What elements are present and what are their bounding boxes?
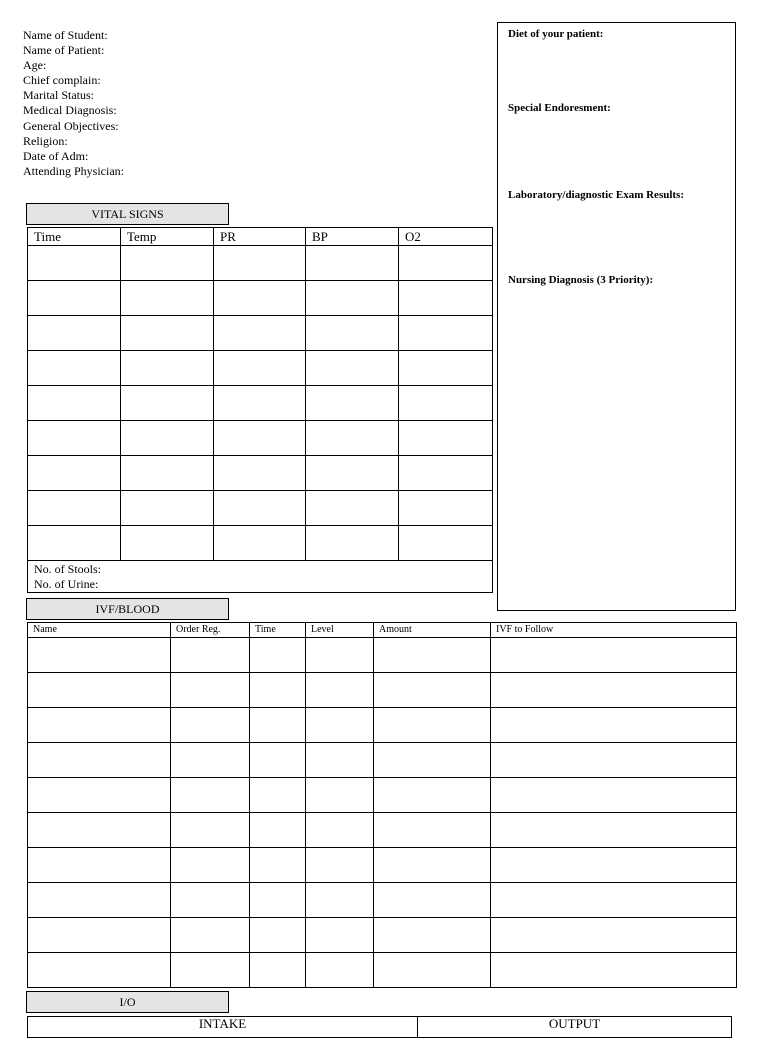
table-cell[interactable]	[399, 491, 493, 526]
table-cell[interactable]	[250, 813, 306, 848]
table-cell[interactable]	[171, 813, 250, 848]
table-cell[interactable]	[214, 456, 306, 491]
column-header: Temp	[121, 228, 214, 246]
table-cell[interactable]	[121, 421, 214, 456]
table-cell[interactable]	[28, 456, 121, 491]
table-cell[interactable]	[491, 638, 737, 673]
table-cell[interactable]	[121, 246, 214, 281]
table-row	[28, 351, 493, 386]
table-cell[interactable]	[171, 883, 250, 918]
table-cell[interactable]	[306, 526, 399, 561]
table-cell[interactable]	[306, 316, 399, 351]
table-cell[interactable]	[250, 848, 306, 883]
table-cell[interactable]	[374, 743, 491, 778]
patient-info-fields	[23, 28, 124, 179]
table-cell[interactable]	[374, 848, 491, 883]
table-cell[interactable]	[399, 526, 493, 561]
table-row	[28, 673, 737, 708]
vital-signs-table	[27, 227, 493, 593]
table-cell[interactable]	[491, 848, 737, 883]
table-cell[interactable]	[374, 813, 491, 848]
column-header: BP	[306, 228, 399, 246]
table-row	[28, 708, 737, 743]
table-cell[interactable]	[121, 526, 214, 561]
table-cell[interactable]	[121, 386, 214, 421]
table-cell[interactable]	[121, 316, 214, 351]
table-row	[28, 778, 737, 813]
table-row	[28, 953, 737, 988]
marital-status-label: Marital Status:	[23, 88, 94, 103]
table-cell[interactable]	[28, 918, 171, 953]
table-cell[interactable]	[250, 638, 306, 673]
column-header: Time	[250, 623, 306, 638]
table-cell[interactable]	[399, 281, 493, 316]
table-cell[interactable]	[306, 638, 374, 673]
table-cell[interactable]	[28, 848, 171, 883]
admission-date-label: Date of Adm:	[23, 148, 89, 163]
table-cell[interactable]	[171, 638, 250, 673]
table-cell[interactable]	[250, 743, 306, 778]
table-row	[28, 491, 493, 526]
table-cell[interactable]	[491, 673, 737, 708]
column-header: Name	[28, 623, 171, 638]
column-header: PR	[214, 228, 306, 246]
medical-diagnosis-label: Medical Diagnosis:	[23, 103, 117, 118]
table-cell[interactable]	[28, 246, 121, 281]
table-cell[interactable]	[306, 708, 374, 743]
table-cell[interactable]	[399, 456, 493, 491]
general-objectives-label: General Objectives:	[23, 118, 119, 133]
table-cell[interactable]	[214, 246, 306, 281]
table-cell[interactable]	[28, 491, 121, 526]
table-cell[interactable]	[399, 246, 493, 281]
table-cell[interactable]	[28, 743, 171, 778]
table-cell[interactable]	[214, 281, 306, 316]
table-cell[interactable]	[374, 883, 491, 918]
vital-signs-header: VITAL SIGNS	[26, 203, 229, 225]
table-cell[interactable]	[399, 351, 493, 386]
table-cell[interactable]	[306, 743, 374, 778]
table-cell[interactable]	[121, 351, 214, 386]
column-header: Time	[28, 228, 121, 246]
table-cell[interactable]	[250, 778, 306, 813]
table-cell[interactable]	[214, 491, 306, 526]
table-row	[28, 456, 493, 491]
column-header: O2	[399, 228, 493, 246]
table-cell[interactable]	[28, 421, 121, 456]
column-header: Level	[306, 623, 374, 638]
table-cell[interactable]	[374, 673, 491, 708]
table-cell[interactable]	[306, 456, 399, 491]
table-cell[interactable]	[374, 638, 491, 673]
student-name-label: Name of Student:	[23, 28, 108, 42]
table-cell[interactable]	[171, 673, 250, 708]
table-cell[interactable]	[306, 491, 399, 526]
table-cell[interactable]	[28, 526, 121, 561]
table-cell[interactable]	[28, 953, 171, 988]
table-cell[interactable]	[28, 386, 121, 421]
table-cell[interactable]	[306, 281, 399, 316]
table-row	[28, 638, 737, 673]
table-cell[interactable]	[250, 708, 306, 743]
table-cell[interactable]	[399, 386, 493, 421]
table-cell[interactable]	[491, 778, 737, 813]
table-cell[interactable]	[399, 316, 493, 351]
table-cell[interactable]	[28, 778, 171, 813]
table-cell[interactable]	[28, 708, 171, 743]
special-endorsement-label: Special Endoresment:	[508, 102, 611, 114]
patient-name-label: Name of Patient:	[23, 43, 105, 58]
table-row	[28, 316, 493, 351]
table-cell[interactable]	[121, 491, 214, 526]
ivf-header-row	[28, 623, 737, 638]
table-cell[interactable]	[28, 813, 171, 848]
nursing-diagnosis-label: Nursing Diagnosis (3 Priority):	[508, 274, 654, 286]
stools-label: No. of Stools:	[34, 562, 102, 576]
table-cell[interactable]	[374, 778, 491, 813]
column-header: Order Reg.	[171, 623, 250, 638]
table-cell[interactable]	[306, 386, 399, 421]
table-cell[interactable]	[306, 673, 374, 708]
table-cell[interactable]	[171, 743, 250, 778]
table-cell[interactable]	[306, 778, 374, 813]
table-row	[28, 386, 493, 421]
column-header: IVF to Follow	[491, 623, 737, 638]
table-row	[28, 813, 737, 848]
table-cell[interactable]	[491, 918, 737, 953]
table-cell[interactable]	[28, 281, 121, 316]
table-cell[interactable]	[214, 316, 306, 351]
attending-physician-label: Attending Physician:	[23, 163, 124, 178]
age-label: Age:	[23, 58, 47, 73]
table-row	[28, 246, 493, 281]
table-row	[28, 918, 737, 953]
table-cell[interactable]	[28, 883, 171, 918]
column-header: Amount	[374, 623, 491, 638]
table-cell[interactable]	[306, 918, 374, 953]
table-cell[interactable]	[491, 743, 737, 778]
table-cell[interactable]	[306, 813, 374, 848]
table-cell[interactable]	[306, 351, 399, 386]
table-cell[interactable]	[214, 526, 306, 561]
table-row	[28, 743, 737, 778]
table-cell[interactable]	[250, 918, 306, 953]
table-cell[interactable]	[306, 246, 399, 281]
table-cell[interactable]	[250, 883, 306, 918]
table-cell[interactable]	[306, 848, 374, 883]
table-cell[interactable]	[121, 456, 214, 491]
table-cell[interactable]	[399, 421, 493, 456]
table-cell[interactable]	[171, 708, 250, 743]
table-cell[interactable]	[374, 918, 491, 953]
diet-label: Diet of your patient:	[508, 28, 604, 40]
table-row	[28, 281, 493, 316]
table-cell[interactable]	[214, 421, 306, 456]
patient-notes-panel	[497, 22, 736, 611]
table-row	[28, 421, 493, 456]
vital-signs-header-row	[28, 228, 493, 246]
io-header-row	[28, 1017, 732, 1038]
table-row	[28, 883, 737, 918]
table-cell[interactable]	[250, 673, 306, 708]
table-cell[interactable]	[28, 316, 121, 351]
table-cell[interactable]	[491, 708, 737, 743]
intake-output-table	[27, 1016, 732, 1038]
intake-header: INTAKE	[28, 1017, 418, 1038]
table-row	[28, 526, 493, 561]
table-cell[interactable]	[214, 351, 306, 386]
table-cell[interactable]	[28, 351, 121, 386]
table-cell[interactable]	[28, 638, 171, 673]
lab-results-label: Laboratory/diagnostic Exam Results:	[508, 189, 684, 201]
elimination-row	[28, 561, 493, 593]
io-header: I/O	[26, 991, 229, 1013]
ivf-blood-header: IVF/BLOOD	[26, 598, 229, 620]
table-cell[interactable]	[491, 953, 737, 988]
table-cell[interactable]	[250, 953, 306, 988]
table-cell[interactable]	[491, 813, 737, 848]
table-cell[interactable]	[306, 883, 374, 918]
output-header: OUTPUT	[418, 1017, 732, 1038]
table-cell[interactable]	[306, 953, 374, 988]
table-cell[interactable]	[306, 421, 399, 456]
table-cell[interactable]	[171, 848, 250, 883]
table-cell[interactable]	[121, 281, 214, 316]
urine-label: No. of Urine:	[34, 577, 99, 591]
table-cell[interactable]	[171, 953, 250, 988]
table-cell[interactable]	[374, 953, 491, 988]
table-cell[interactable]	[374, 708, 491, 743]
ivf-blood-table	[27, 622, 737, 988]
table-cell[interactable]	[28, 673, 171, 708]
religion-label: Religion:	[23, 133, 68, 148]
table-cell[interactable]	[171, 918, 250, 953]
table-cell[interactable]	[491, 883, 737, 918]
table-cell[interactable]	[171, 778, 250, 813]
table-cell[interactable]	[214, 386, 306, 421]
table-row	[28, 848, 737, 883]
chief-complaint-label: Chief complain:	[23, 73, 101, 88]
elimination-cell[interactable]	[28, 561, 493, 593]
